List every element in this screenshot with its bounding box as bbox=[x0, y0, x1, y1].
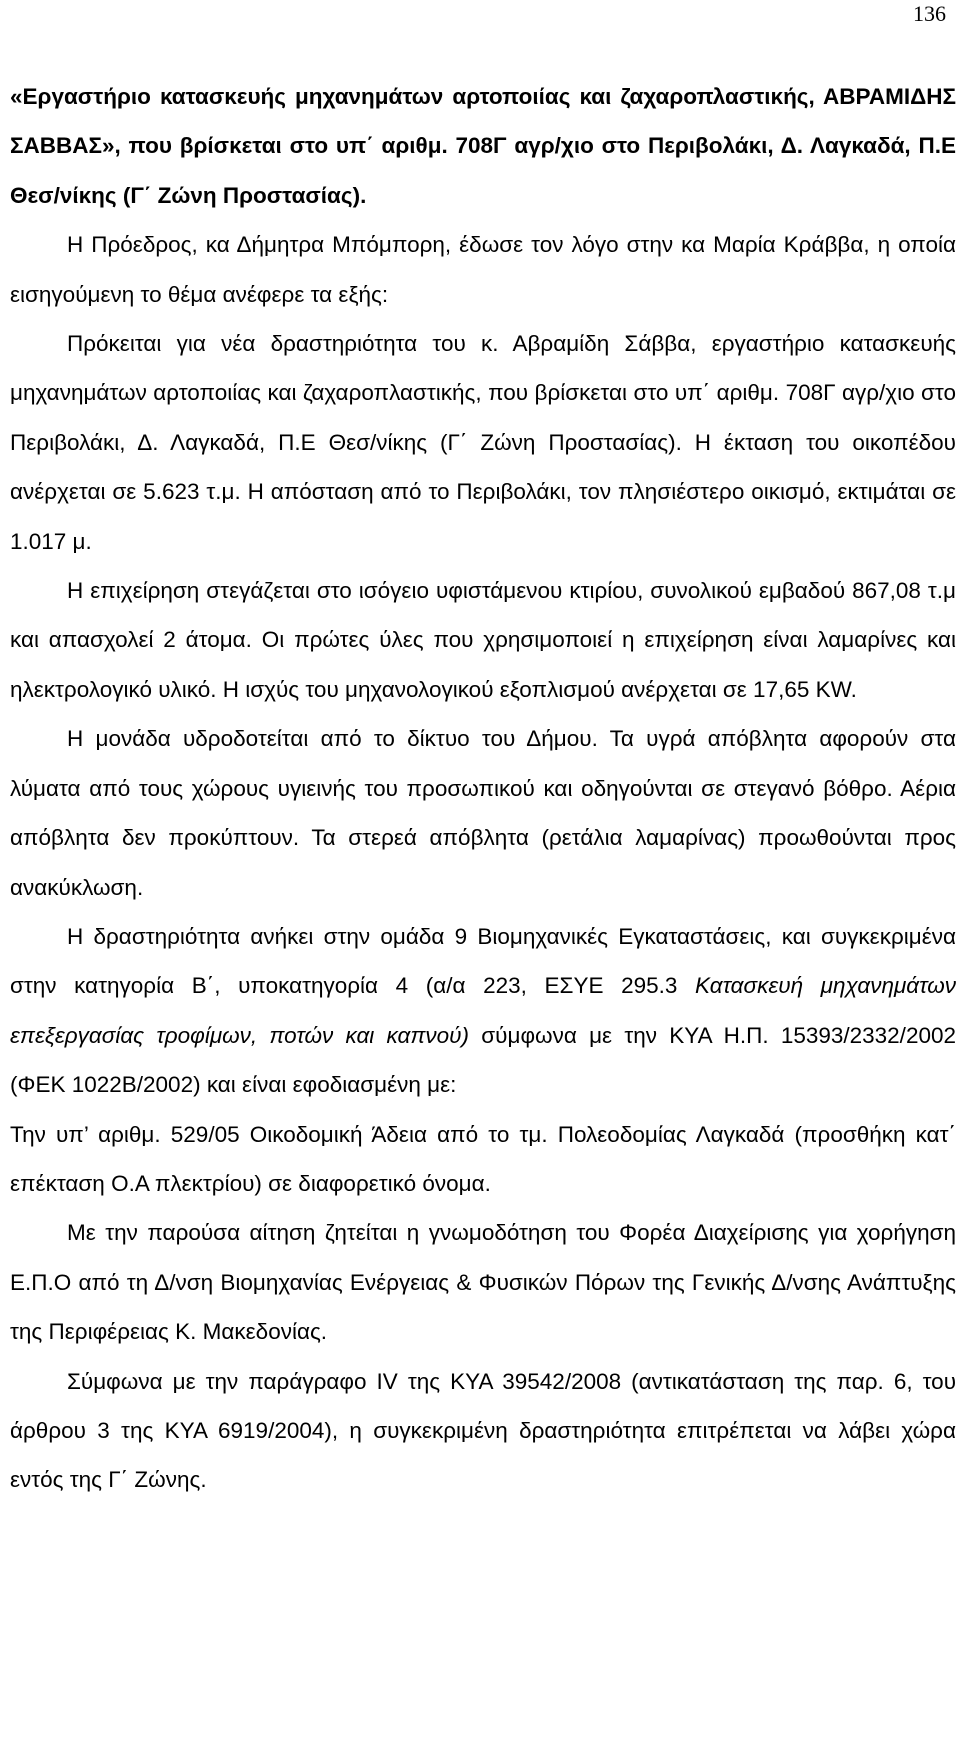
paragraph-legal-basis: Σύμφωνα με την παράγραφο IV της ΚΥΑ 39542/2008 (αντικατάσταση της παρ. 6, του άρθρου 3 της ΚΥΑ 6919/2004), η συγκεκριμένη δραστηριότητα επιτρέπεται να λάβει χώρα εντός της Γ΄ Ζώνης. bbox=[10, 1368, 956, 1493]
paragraph-waste-management: Η μονάδα υδροδοτείται από το δίκτυο του Δήμου. Τα υγρά απόβλητα αφορούν στα λύματα από τους χώρους υγιεινής του προσωπικού και οδηγούνται σε στεγανό βόθρο. Αέρια απόβλητα δεν προκύπτουν. Τα στερεά απόβλητα (ρετάλια λαμαρίνας) προωθούνται προς ανακύκλωση. bbox=[10, 726, 956, 900]
paragraph-activity-description: Πρόκειται για νέα δραστηριότητα του κ. Αβραμίδη Σάββα, εργαστήριο κατασκευής μηχανημάτων αρτοποιίας και ζαχαροπλαστικής, που βρίσκεται στο υπ΄ αριθμ. 708Γ αγρ/χιο στο Περιβολάκι, Δ. Λαγκαδά, Π.Ε Θεσ/νίκης (Γ΄ Ζώνη Προστασίας). Η έκταση του οικοπέδου ανέρχεται σε 5.623 τ.μ. Η απόσταση από το Περιβολάκι, τον πλησιέστερο οικισμό, εκτιμάται σε 1.017 μ. bbox=[10, 331, 956, 554]
classification-text-end: σύμφωνα με την ΚΥΑ Η.Π. 15393/2332/2002 (ΦΕΚ 1022Β/2002) και είναι εφοδιασμένη με: bbox=[10, 1022, 956, 1098]
document-body bbox=[10, 72, 956, 1505]
classification-italic-text: Κατασκευή μηχανημάτων επεξεργασίας τροφίμων, ποτών και καπνού) bbox=[10, 973, 957, 1048]
page-number: 136 bbox=[913, 1, 946, 26]
paragraph-building-details: Η επιχείρηση στεγάζεται στο ισόγειο υφιστάμενου κτιρίου, συνολικού εμβαδού 867,08 τ.μ και απασχολεί 2 άτομα. Οι πρώτες ύλες που χρησιμοποιεί η επιχείρηση είναι λαμαρίνες και ηλεκτρολογικό υλικό. Η ισχύς του μηχανολογικού εξοπλισμού ανέρχεται σε 17,65 KW. bbox=[10, 578, 956, 702]
paragraph-chair-intro: Η Πρόεδρος, κα Δήμητρα Μπόμπορη, έδωσε τον λόγο στην κα Μαρία Κράββα, η οποία εισηγούμενη το θέμα ανέφερε τα εξής: bbox=[10, 232, 956, 307]
classification-text-start: Η δραστηριότητα ανήκει στην ομάδα 9 Βιομηχανικές Εγκαταστάσεις, και συγκεκριμένα στην κατηγορία Β΄, υποκατηγορία 4 (α/α 223, ΕΣΥΕ 295.3 bbox=[10, 923, 956, 999]
paragraph-request: Με την παρούσα αίτηση ζητείται η γνωμοδότηση του Φορέα Διαχείρισης για χορήγηση Ε.Π.Ο από τη Δ/νση Βιομηχανίας Ενέργειας & Φυσικών Πόρων της Γενικής Δ/νσης Ανάπτυξης της Περιφέρειας Κ. Μακεδονίας. bbox=[10, 1220, 956, 1345]
document-title: «Εργαστήριο κατασκευής μηχανημάτων αρτοποιίας και ζαχαροπλαστικής, ΑΒΡΑΜΙΔΗΣ ΣΑΒΒΑΣ», που βρίσκεται στο υπ΄ αριθμ. 708Γ αγρ/χιο στο Περιβολάκι, Δ. Λαγκαδά, Π.Ε Θεσ/νίκης (Γ΄ Ζώνη Προστασίας). bbox=[10, 84, 956, 208]
paragraph-classification bbox=[10, 912, 956, 1110]
paragraph-building-permit: Την υπ’ αριθμ. 529/05 Οικοδομική Άδεια από το τμ. Πολεοδομίας Λαγκαδά (προσθήκη κατ΄ επέκταση Ο.Α πλεκτρίου) σε διαφορετικό όνομα. bbox=[10, 1121, 956, 1196]
